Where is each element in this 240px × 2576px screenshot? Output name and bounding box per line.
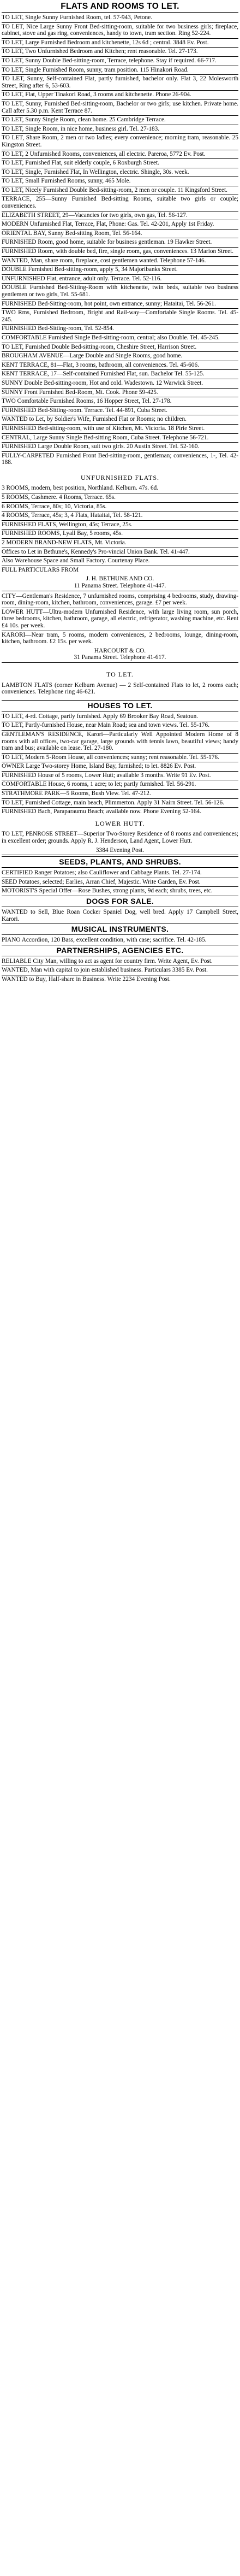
ad-text: 3 ROOMS, modern, best position, Northland. Kelburn. 47s. 6d.	[2, 485, 159, 492]
ad-text: MODERN Unfurnished Flat, Terrace, Flat, Phone: Gas. Tel. 42-201, Apply 1st Friday.	[2, 221, 214, 228]
classified-ad	[2, 23, 238, 39]
ad-text: FURNISHED Bed-sitting-room, with use of Kitchen, Mt. Victoria. 18 Pirie Street.	[2, 425, 205, 432]
ad-text: TO LET, Single Sunny Furnished Room, tel. 57-943, Petone.	[2, 14, 153, 21]
ad-text: FURNISHED Bed-Sitting-room, hot point, own entrance, sunny; Hataitai, Tel. 56-261.	[2, 300, 216, 307]
classified-ad	[2, 908, 238, 924]
ad-text: COMFORTABLE House, 6 rooms, 1 acre; to let; partly furnished. Tel. 56-291.	[2, 781, 196, 788]
houses-ad-list	[2, 713, 238, 816]
ad-text: TO LET, Modern 5-Room House, all conveniences; sunny; rent reasonable. Tel. 55-176.	[2, 754, 219, 761]
ad-text: TO LET, 4-rd. Cottage, partly furnished. Apply 69 Brooker Bay Road, Seatoun.	[2, 713, 199, 720]
classified-ad	[2, 57, 238, 66]
ad-text: KENT TERRACE, 81—Flat, 3 rooms, bathroom, all conveniences. Tel. 45-606.	[2, 361, 199, 368]
ad-text: TO LET, Single Room, in nice home, business girl. Tel. 27-183.	[2, 125, 160, 132]
classified-ad	[2, 957, 238, 967]
ad-text: WANTED, Man with capital to join established business. Particulars 3385 Ev. Post.	[2, 967, 208, 974]
ad-text: ORIENTAL BAY, Sunny Bed-sitting Room, Tel. 56-164.	[2, 230, 142, 237]
classified-ad	[2, 887, 238, 896]
classified-ad	[2, 772, 238, 781]
classified-ad	[2, 869, 238, 878]
classified-ad	[2, 334, 238, 343]
tolet-ad-list	[2, 681, 238, 697]
ad-text: FULL PARTICULARS FROM	[2, 566, 79, 573]
ad-text: CITY—Gentleman's Residence, 7 unfurnished rooms, comprising 4 bedrooms, study, drawing-room, dining-room, kitchen, bathroom, conveniences, garage. £7 per week.	[2, 592, 238, 607]
section-heading-partnerships: PARTNERSHIPS, AGENCIES ETC.	[2, 945, 238, 956]
classified-ad	[2, 731, 238, 754]
classified-ad	[2, 361, 238, 370]
classified-ad	[2, 230, 238, 239]
ad-text: TO LET, Sunny, Furnished Bed-sitting-room, Bachelor or two girls; use kitchen. Private home. Call after 5.30 p.m. Kent Terrace 87.	[2, 100, 238, 114]
dogs-ad-list	[2, 908, 238, 924]
ad-text: TO LET, Sunny Double Bed-sitting-room, Terrace, telephone. Stay if required. 66-717.	[2, 57, 217, 64]
ad-text: FURNISHED Bed-Sitting-room. Terrace. Tel. 44-891, Cuba Street.	[2, 407, 167, 414]
ad-text: WANTED to Let, by Soldier's Wife, Furnished Flat or Rooms; no children.	[2, 416, 187, 423]
ad-text: WANTED, Man, share room, fireplace, cost gentlemen wanted. Telephone 57-146.	[2, 257, 206, 264]
section-subheading-lower-hutt: LOWER HUTT.	[95, 819, 145, 827]
agent2-address: 31 Panama Street. Telephone 41-617.	[2, 654, 238, 663]
classified-ad	[2, 808, 238, 816]
classified-ad	[2, 878, 238, 887]
ad-text: CENTRAL, Large Sunny Single Bed-sitting Room, Cuba Street. Telephone 56-721.	[2, 434, 209, 441]
ad-text: TO LET, Single Furnished Room, sunny, tram position. 115 Hinakori Road.	[2, 66, 189, 73]
ad-text: FURNISHED Bach, Paraparaumu Beach; available now. Phone Evening 52-164.	[2, 808, 202, 815]
ad-text: 6 ROOMS, Terrace, 80s; 10, Victoria, 85s.	[2, 503, 107, 510]
ad-text: RELIABLE City Man, willing to act as agent for country firm. Write Agent, Ev. Post.	[2, 957, 213, 964]
ad-text: TWO Rms, Furnished Bedroom, Bright and Rail-way—Comfortable Single Rooms. Tel. 45-245.	[2, 309, 238, 323]
classified-ad	[2, 66, 238, 75]
section-heading-dogs: DOGS FOR SALE.	[2, 896, 238, 907]
classified-ad	[2, 195, 238, 211]
ad-text: BROUGHAM AVENUE—Large Double and Single Rooms, good home.	[2, 352, 183, 360]
ad-text: TO LET, Large Furnished Bedroom and kitchenette, 12s 6d ; central. 3848 Ev. Post.	[2, 39, 209, 46]
classified-ad	[2, 966, 238, 975]
classified-ad	[2, 150, 238, 160]
section-heading-tolet: TO LET.	[106, 670, 134, 678]
ad-text: TO LET, Flat, Upper Tinakori Road, 3 rooms and kitchenette. Phone 26-904.	[2, 91, 191, 98]
classified-ad	[2, 39, 238, 48]
ad-text: SEED Potatoes, selected; Earlies, Arran Chief, Majestic. Write Garden, Ev. Post.	[2, 878, 201, 885]
ad-text: FURNISHED FLATS, Wellington, 45s; Terrace, 25s.	[2, 521, 133, 528]
classified-ad	[2, 503, 238, 512]
classified-ad	[2, 186, 238, 196]
classified-ad	[2, 530, 238, 539]
classified-ad	[2, 397, 238, 407]
section-heading-music: MUSICAL INSTRUMENTS.	[2, 924, 238, 935]
classified-ad	[2, 936, 238, 945]
classified-ad	[2, 799, 238, 808]
ad-text: Offices to Let in Bethune's, Kennedy's Pro-vincial Union Bank. Tel. 41-447.	[2, 548, 190, 555]
ad-text: LOWER HUTT—Ultra-modern Unfurnished Residence, with large living room, sun porch, three bedrooms, kitchen, bathroom, garage, all electric, refrigerator, washing machine, etc. Rent £4 10s. per week.	[2, 608, 238, 629]
classified-ad	[2, 211, 238, 221]
classified-ad	[2, 389, 238, 398]
classified-ad	[2, 713, 238, 722]
classified-ad	[2, 407, 238, 416]
classified-ad	[2, 521, 238, 530]
classified-ad	[2, 300, 238, 309]
ad-text: 5 ROOMS, Cashmere. 4 Rooms, Terrace. 65s.	[2, 494, 116, 501]
classified-ad	[2, 168, 238, 178]
ad-text: TWO Comfortable Furnished Rooms, 16 Hopper Street, Tel. 27-178.	[2, 398, 172, 405]
classified-ad	[2, 257, 238, 266]
ad-text: ELIZABETH STREET, 29—Vacancies for two girls, own gas, Tel. 56-127.	[2, 211, 188, 219]
classified-ad	[2, 548, 238, 557]
ad-text: 2 MODERN BRAND-NEW FLATS, Mt. Victoria.	[2, 539, 127, 546]
classified-ad	[2, 592, 238, 608]
ad-text: FULLY-CARPETED Furnished Front Bed-sitting-room, gentleman; conveniences, 1-, Tel. 42-188.	[2, 452, 238, 466]
ad-text: TO LET, Nicely Furnished Double Bed-sitting-room, 2 men or couple. 11 Kingsford Street.	[2, 186, 227, 193]
classified-ad	[2, 452, 238, 467]
ad-text: 4 ROOMS, Terrace, 45s; 3, 4 Flats, Hataitai, Tel. 58-121.	[2, 512, 143, 519]
ad-text: TO LET, PENROSE STREET—Superior Two-Storey Residence of 8 rooms and conveniences; in excellent order; grounds. Apply R. J. Henderson, Land Agent, Lower Hutt.	[2, 831, 238, 845]
ad-text: TO LET, 2 Unfurnished Rooms, conveniences, all electric. Pareroa, 5772 Ev. Post.	[2, 150, 206, 157]
classified-ad	[2, 539, 238, 548]
ad-text: TO LET, Furnished Cottage, main beach, Plimmerton. Apply 31 Nairn Street. Tel. 56-126.	[2, 799, 225, 806]
ad-text: FURNISHED Large Double Room, suit two girls. 20 Austin Street. Tel. 52-160.	[2, 443, 200, 450]
classified-ad	[2, 248, 238, 257]
houses-footer: 3384 Evening Post.	[2, 847, 238, 856]
classified-ad	[2, 566, 238, 575]
ad-text: TO LET, Single, Furnished Flat, In Wellington, electric. Shingle, 30s. week.	[2, 168, 189, 175]
ad-text: TO LET, Share Room, 2 men or two ladies; every convenience; morning tram, reasonable. 25 Kingston Street.	[2, 134, 238, 148]
classified-ad	[2, 557, 238, 566]
ad-text: UNFURNISHED Flat, entrance, adult only. Terrace. Tel. 52-116.	[2, 275, 162, 282]
seeds-ad-list	[2, 869, 238, 896]
ad-text: WANTED to Buy, Half-share in Business. Write 2234 Evening Post.	[2, 975, 171, 983]
classified-ad	[2, 48, 238, 57]
classified-ad	[2, 370, 238, 379]
ad-text: STRATHMORE PARK—5 Rooms, Bush View. Tel. 47-212.	[2, 790, 151, 797]
classified-ad	[2, 116, 238, 125]
ad-text: KENT TERRACE, 17—Self-contained Furnished Flat, sun. Bachelor Tel. 55-125.	[2, 370, 205, 378]
classified-ad	[2, 91, 238, 100]
classified-ad	[2, 754, 238, 763]
partnership-ad-list	[2, 957, 238, 984]
ad-text: DOUBLE Furnished Bed-sitting-room, apply 5, 34 Majoribanks Street.	[2, 266, 178, 273]
ad-text: SUNNY Double Bed-sitting-room, Hot and cold. Wadestown. 12 Warwick Street.	[2, 379, 203, 386]
ad-text: Also Warehouse Space and Small Factory. Courtenay Place.	[2, 557, 150, 564]
ad-text: TO LET, Sunny Single Room, clean home. 25 Cambridge Terrace.	[2, 116, 166, 123]
classified-ad	[2, 443, 238, 452]
ad-text: TO LET, Sunny, Self-contained Flat, partly furnished, bachelor only. Flat 3, 22 Molesworth Street, Ring after 6, 53-603.	[2, 75, 238, 89]
unfurnished-ad-list	[2, 484, 238, 574]
music-ad-list	[2, 936, 238, 945]
ad-text: WANTED to Sell, Blue Roan Cocker Spaniel Dog, well bred. Apply 17 Campbell Street, Karori.	[2, 909, 238, 922]
classified-ad	[2, 284, 238, 299]
classified-ad	[2, 177, 238, 186]
classified-ad	[2, 780, 238, 790]
classified-ad	[2, 434, 238, 443]
classified-ad	[2, 425, 238, 434]
agent-name: J. H. BETHUNE AND CO.	[86, 575, 154, 583]
ad-text: TERRACE, 255—Sunny Furnished Bed-sitting Rooms, suitable two girls or couple; conveniences.	[2, 196, 238, 210]
ad-text: LAMBTON FLATS (corner Kelburn Avenue) — 2 Self-contained Flats to let, 2 rooms each; conveniences. Telephone ring 46-621.	[2, 681, 238, 696]
classified-ad	[2, 493, 238, 503]
classified-ad	[2, 379, 238, 389]
ad-text: GENTLEMAN'S RESIDENCE, Karori—Particularly Well Appointed Modern Home of 8 rooms with all offices, two-car garage, large grounds with tennis lawn, beautiful views; handy tram and bus; available on lease. Tel. 27-180.	[2, 731, 238, 752]
classified-ad	[2, 275, 238, 284]
section-heading-seeds: SEEDS, PLANTS, AND SHRUBS.	[2, 856, 238, 868]
ad-text: FURNISHED ROOMS, Lyall Bay, 5 rooms, 45s.	[2, 530, 123, 537]
ad-text: FURNISHED Room, with double bed, fire, single room, gas, conveniences. 13 Marion Street.	[2, 248, 234, 255]
ad-text: TO LET, Small Furnished Rooms, sunny, 465 Mole.	[2, 178, 131, 185]
section-heading-houses: HOUSES TO LET.	[2, 700, 238, 711]
classified-ad	[2, 75, 238, 91]
city-ad-list	[2, 592, 238, 646]
classified-ad	[2, 721, 238, 731]
classified-ad	[2, 220, 238, 230]
classified-ad	[2, 125, 238, 134]
ad-text: SUNNY Front Furnished Bed-Room, Mt. Cook. Phone 59-425.	[2, 389, 158, 396]
classified-ad	[2, 343, 238, 352]
classified-ad	[2, 159, 238, 168]
classified-ad	[2, 484, 238, 493]
ad-text: TO LET, Two Unfurnished Bedroom and Kitchen; rent reasonable. Tel. 27-173.	[2, 48, 198, 55]
section-heading-flats: FLATS AND ROOMS TO LET.	[2, 1, 238, 13]
classified-ad	[2, 266, 238, 275]
lower-hutt-ad-list	[2, 830, 238, 845]
classified-ad	[2, 790, 238, 799]
ad-text: PIANO Accordion, 120 Bass, excellent condition, with case; sacrifice. Tel. 42-185.	[2, 937, 207, 944]
ad-text: FURNISHED Room, good home, suitable for business gentleman. 19 Hawker Street.	[2, 239, 212, 246]
classified-ad	[2, 631, 238, 646]
ad-text: MOTORIST'S Special Offer—Rose Bushes, strong plants, 9d each; shrubs, trees, etc.	[2, 887, 213, 895]
classified-ad	[2, 415, 238, 425]
classified-ad	[2, 325, 238, 334]
classified-ad	[2, 238, 238, 248]
ad-text: CERTIFIED Ranger Potatoes; also Cauliflower and Cabbage Plants. Tel. 27-174.	[2, 869, 202, 877]
ad-text: KARORI—Near tram, 5 rooms, modern conveniences, 2 bedrooms, lounge, dining-room, kitchen, bathroom. £2 15s. per week.	[2, 631, 238, 645]
classified-ad	[2, 14, 238, 23]
ad-text: FURNISHED Bed-Sitting-room, Tel. 52-854.	[2, 325, 115, 332]
ad-text: DOUBLE Furnished Bed-Sitting-Room with kitchenette, twin beds, suitable two business gentlemen or two girls, Tel. 55-681.	[2, 284, 238, 298]
ad-text: TO LET, Partly-furnished House, near Main Road; sea and town views. Tel. 55-176.	[2, 722, 210, 729]
classified-ad	[2, 975, 238, 984]
classified-ad	[2, 608, 238, 631]
classified-ad	[2, 511, 238, 521]
ad-text: TO LET, Furnished Flat, suit elderly couple, 6 Roxburgh Street.	[2, 160, 159, 167]
agent-address: 11 Panama Street. Telephone 41-447.	[2, 583, 238, 591]
classified-ad	[2, 681, 238, 697]
agent2-name: HARCOURT & CO.	[94, 647, 146, 654]
ad-text: TO LET, Furnished Double Bed-sitting-room, Cheshire Street, Harrison Street.	[2, 343, 197, 350]
ad-text: FURNISHED House of 5 rooms, Lower Hutt; available 3 months. Write 91 Ev. Post.	[2, 772, 211, 779]
ad-text: COMFORTABLE Furnished Single Bed-sitting-room, central; also Double. Tel. 45-245.	[2, 334, 220, 341]
section-heading-unfurnished: UNFURNISHED FLATS.	[80, 473, 160, 481]
classified-ad	[2, 830, 238, 845]
classified-ad	[2, 100, 238, 116]
flats-ad-list	[2, 14, 238, 467]
classified-ad	[2, 762, 238, 772]
ad-text: TO LET, Nice Large Sunny Front Bed-sitting-room, suitable for two business girls; fireplace, cabinet, stove and gas ring, conveniences, handy to town, tram section. Ring 52-224.	[2, 23, 238, 37]
classified-ad	[2, 309, 238, 325]
classified-ad	[2, 352, 238, 361]
classified-ad	[2, 134, 238, 150]
ad-text: OWNER Large Two-storey Home, Island Bay, furnished; to let. 8826 Ev. Post.	[2, 763, 196, 770]
